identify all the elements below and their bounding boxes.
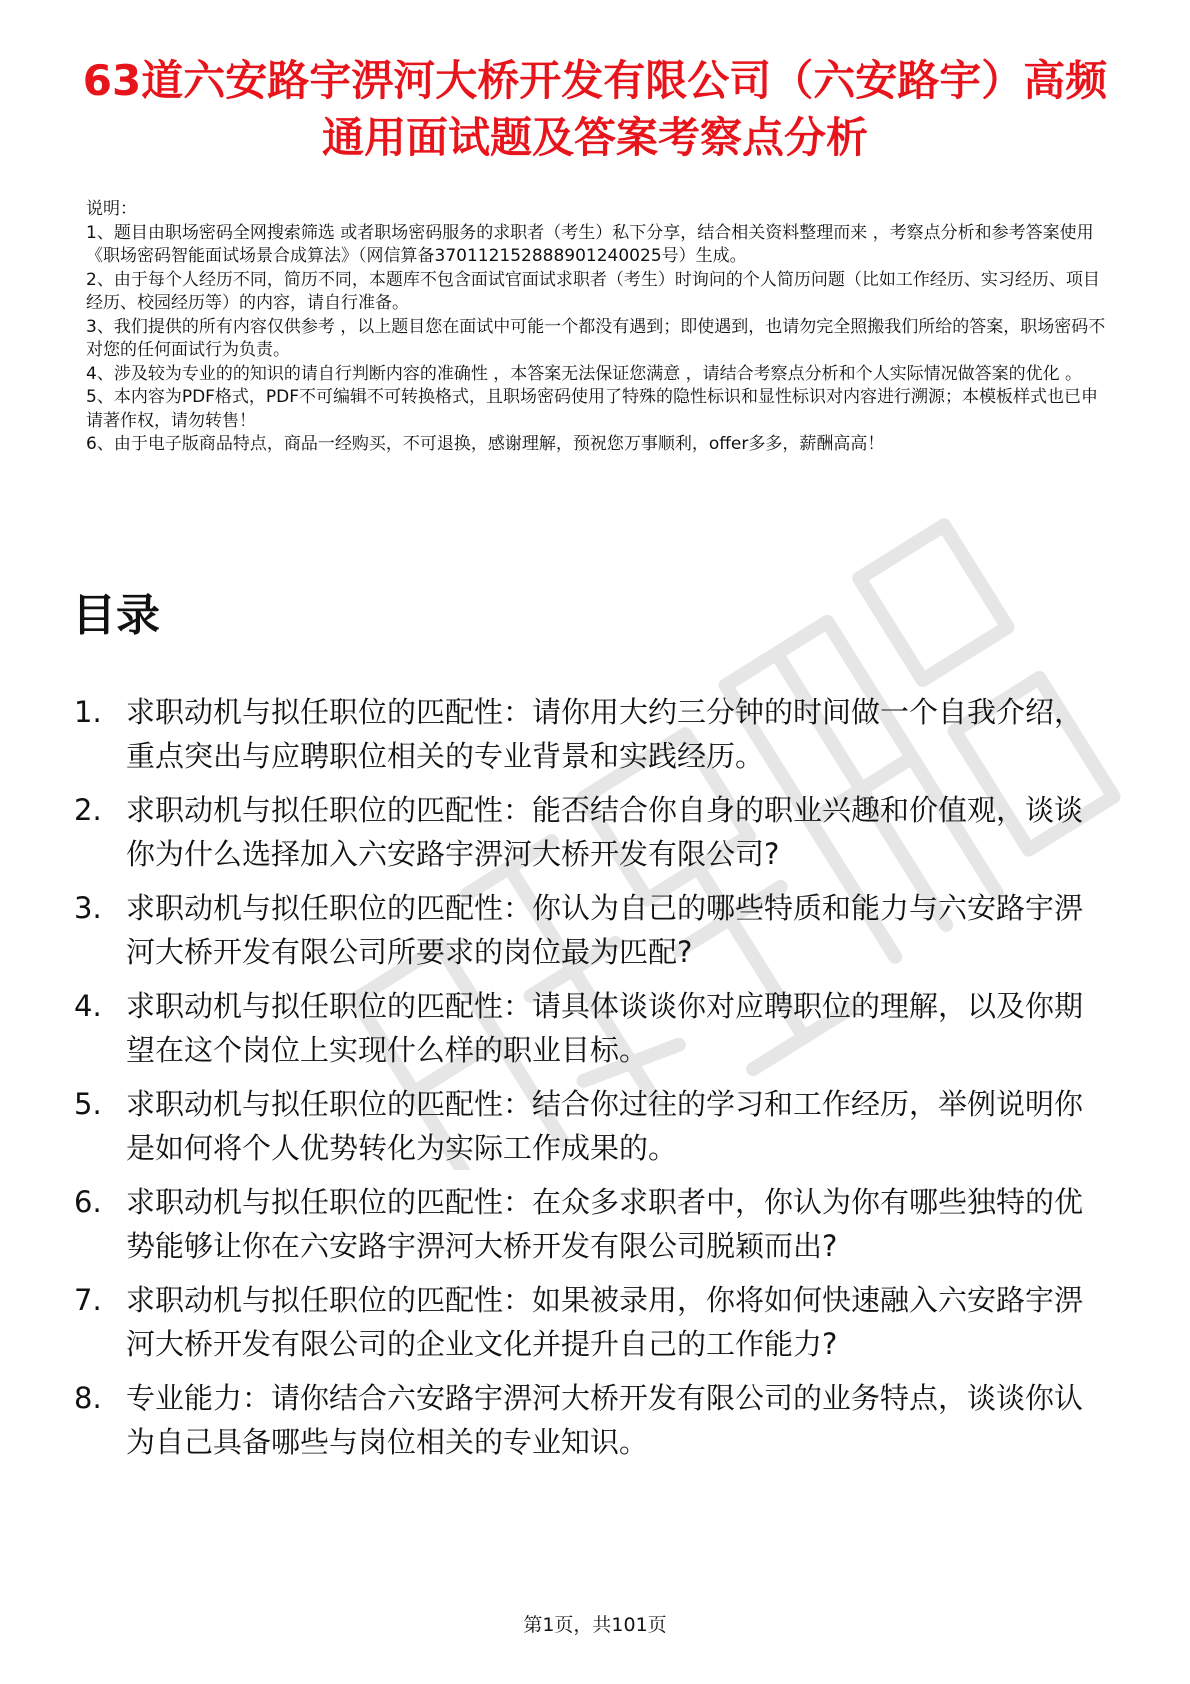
toc-item-number: 2. xyxy=(74,793,102,827)
note-item: 3、我们提供的所有内容仅供参考 ，以上题目您在面试中可能一个都没有遇到；即使遇到，也请勿完全照搬我们所给的答案，职场密码不对您的任何面试行为负责。 xyxy=(86,316,1106,360)
notes-heading: 说明： xyxy=(86,199,137,219)
toc-item-number: 3. xyxy=(74,891,102,925)
toc-item-text: 求职动机与拟任职位的匹配性：请你用大约三分钟的时间做一个自我介绍，重点突出与应聘职位相关的专业背景和实践经历。 xyxy=(126,695,1084,773)
toc-item-number: 5. xyxy=(74,1087,102,1121)
note-item: 6、由于电子版商品特点，商品一经购买，不可退换，感谢理解，预祝您万事顺利，offer多多，薪酬高高！ xyxy=(86,434,885,454)
toc-item-text: 专业能力：请你结合六安路宇淠河大桥开发有限公司的业务特点，谈谈你认为自己具备哪些与岗位相关的专业知识。 xyxy=(126,1381,1084,1459)
toc-item[interactable] xyxy=(74,886,1114,974)
notes-section xyxy=(86,198,1110,457)
page-indicator: 第1页，共101页 xyxy=(523,1614,667,1636)
toc-item-text: 求职动机与拟任职位的匹配性：你认为自己的哪些特质和能力与六安路宇淠河大桥开发有限公司所要求的岗位最为匹配? xyxy=(126,891,1084,969)
note-item: 4、涉及较为专业的的知识的请自行判断内容的准确性 ，本答案无法保证您满意 ，请结合考察点分析和个人实际情况做答案的优化 。 xyxy=(86,363,1083,384)
toc-item-text: 求职动机与拟任职位的匹配性：请具体谈谈你对应聘职位的理解，以及你期望在这个岗位上实现什么样的职业目标。 xyxy=(126,989,1084,1067)
toc-item-number: 1. xyxy=(74,695,102,729)
toc-item-text: 求职动机与拟任职位的匹配性：结合你过往的学习和工作经历，举例说明你是如何将个人优势转化为实际工作成果的。 xyxy=(126,1087,1084,1165)
toc-heading: 目录 xyxy=(72,590,160,641)
toc-item[interactable] xyxy=(74,788,1114,876)
note-item: 2、由于每个人经历不同，简历不同，本题库不包含面试官面试求职者（考生）时询问的个人简历问题（比如工作经历、实习经历、项目经历、校园经历等）的内容，请自行准备。 xyxy=(86,269,1100,313)
toc-list xyxy=(74,690,1114,1474)
toc-item-text: 求职动机与拟任职位的匹配性：如果被录用，你将如何快速融入六安路宇淠河大桥开发有限公司的企业文化并提升自己的工作能力? xyxy=(126,1283,1084,1361)
toc-item[interactable] xyxy=(74,690,1114,778)
toc-item[interactable] xyxy=(74,984,1114,1072)
page-title: 63道六安路宇淠河大桥开发有限公司（六安路宇）高频通用面试题及答案考察点分析 xyxy=(82,56,1108,162)
toc-item-text: 求职动机与拟任职位的匹配性：能否结合你自身的职业兴趣和价值观，谈谈你为什么选择加入六安路宇淠河大桥开发有限公司? xyxy=(126,793,1084,871)
toc-item-number: 6. xyxy=(74,1185,102,1219)
toc-item[interactable] xyxy=(74,1180,1114,1268)
toc-item-number: 8. xyxy=(74,1381,102,1415)
note-item: 5、本内容为PDF格式，PDF不可编辑不可转换格式，且职场密码使用了特殊的隐性标识和显性标识对内容进行溯源；本模板样式也已申请著作权，请勿转售！ xyxy=(86,387,1099,431)
toc-item-number: 4. xyxy=(74,989,102,1023)
toc-item[interactable] xyxy=(74,1082,1114,1170)
toc-item[interactable] xyxy=(74,1376,1114,1464)
toc-item[interactable] xyxy=(74,1278,1114,1366)
note-item: 1、题目由职场密码全网搜索筛选 或者职场密码服务的求职者（考生）私下分享，结合相关资料整理而来 ，考察点分析和参考答案使用《职场密码智能面试场景合成算法》（网信算备370112152888901240025号）生成。 xyxy=(86,222,1094,266)
toc-item-number: 7. xyxy=(74,1283,102,1317)
toc-item-text: 求职动机与拟任职位的匹配性：在众多求职者中，你认为你有哪些独特的优势能够让你在六安路宇淠河大桥开发有限公司脱颖而出? xyxy=(126,1185,1084,1263)
